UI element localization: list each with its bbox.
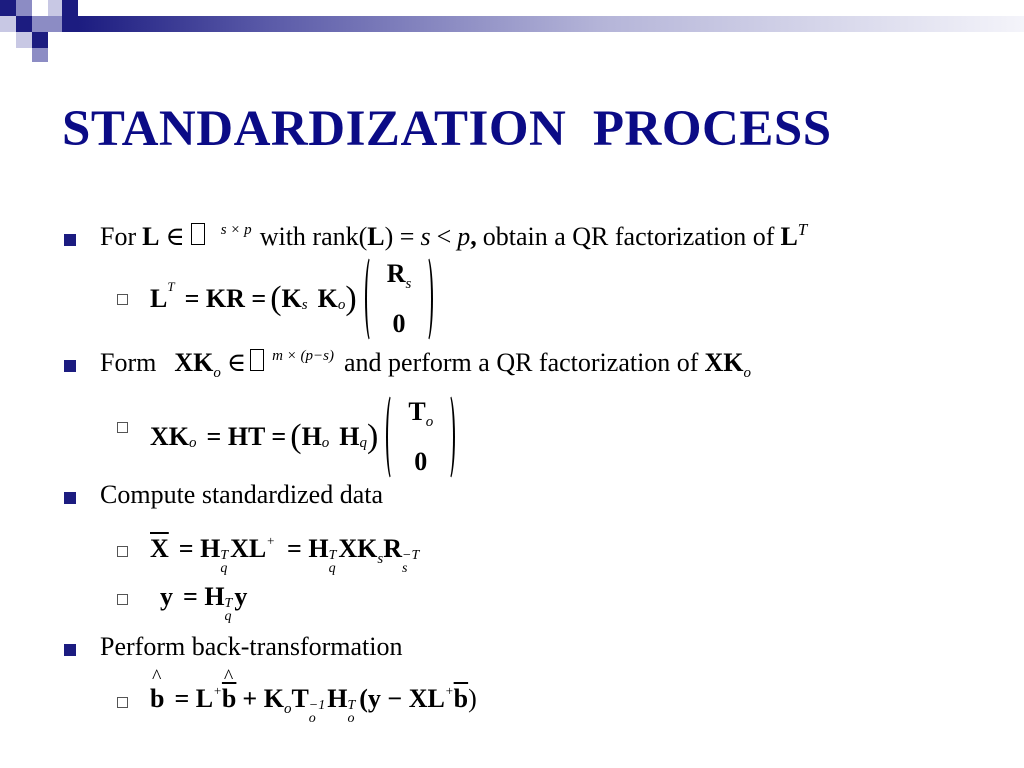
equation-back-transform: ^ b = L + ^ $\overline{b}$ + K o T −1 o H T o (y − XL + $\overline{b}$ ) [150, 684, 477, 723]
equation-ybar: y = H T q y [160, 582, 248, 624]
bullet-square-icon [64, 492, 76, 504]
bullet-square-icon [64, 644, 76, 656]
page-title: STANDARDIZATION PROCESS [62, 101, 832, 157]
bullet-4-text: Perform back-transformation [100, 632, 403, 661]
bullet-2-text: Form XK o ∈ m × (p−s) and perform a QR factorization of XK o [100, 348, 751, 381]
bullet-1-text: For L ∈ s × p with rank( L ) = s < p , obtain a QR factorization of L T [100, 220, 808, 251]
equation-xbar: $\overline{X}$ = H T q XL + = H T q XK s R −T s [150, 533, 420, 576]
sub-bullet-icon [117, 422, 128, 433]
equation-xko-ht: XK o = HT = ( H o H q ) $T_o$ 0 [150, 394, 455, 480]
sub-bullet-icon [117, 546, 128, 557]
bullet-square-icon [64, 234, 76, 246]
corner-decoration [0, 0, 78, 64]
sub-bullet-icon [117, 697, 128, 708]
sub-bullet-icon [117, 294, 128, 305]
bullet-square-icon [64, 360, 76, 372]
equation-lt-kr: L T = KR = ( K s K o ) $R_s$ 0 [150, 256, 433, 342]
bullet-3-text: Compute standardized data [100, 480, 384, 509]
sub-bullet-icon [117, 594, 128, 605]
header-gradient-bar [78, 16, 1024, 32]
